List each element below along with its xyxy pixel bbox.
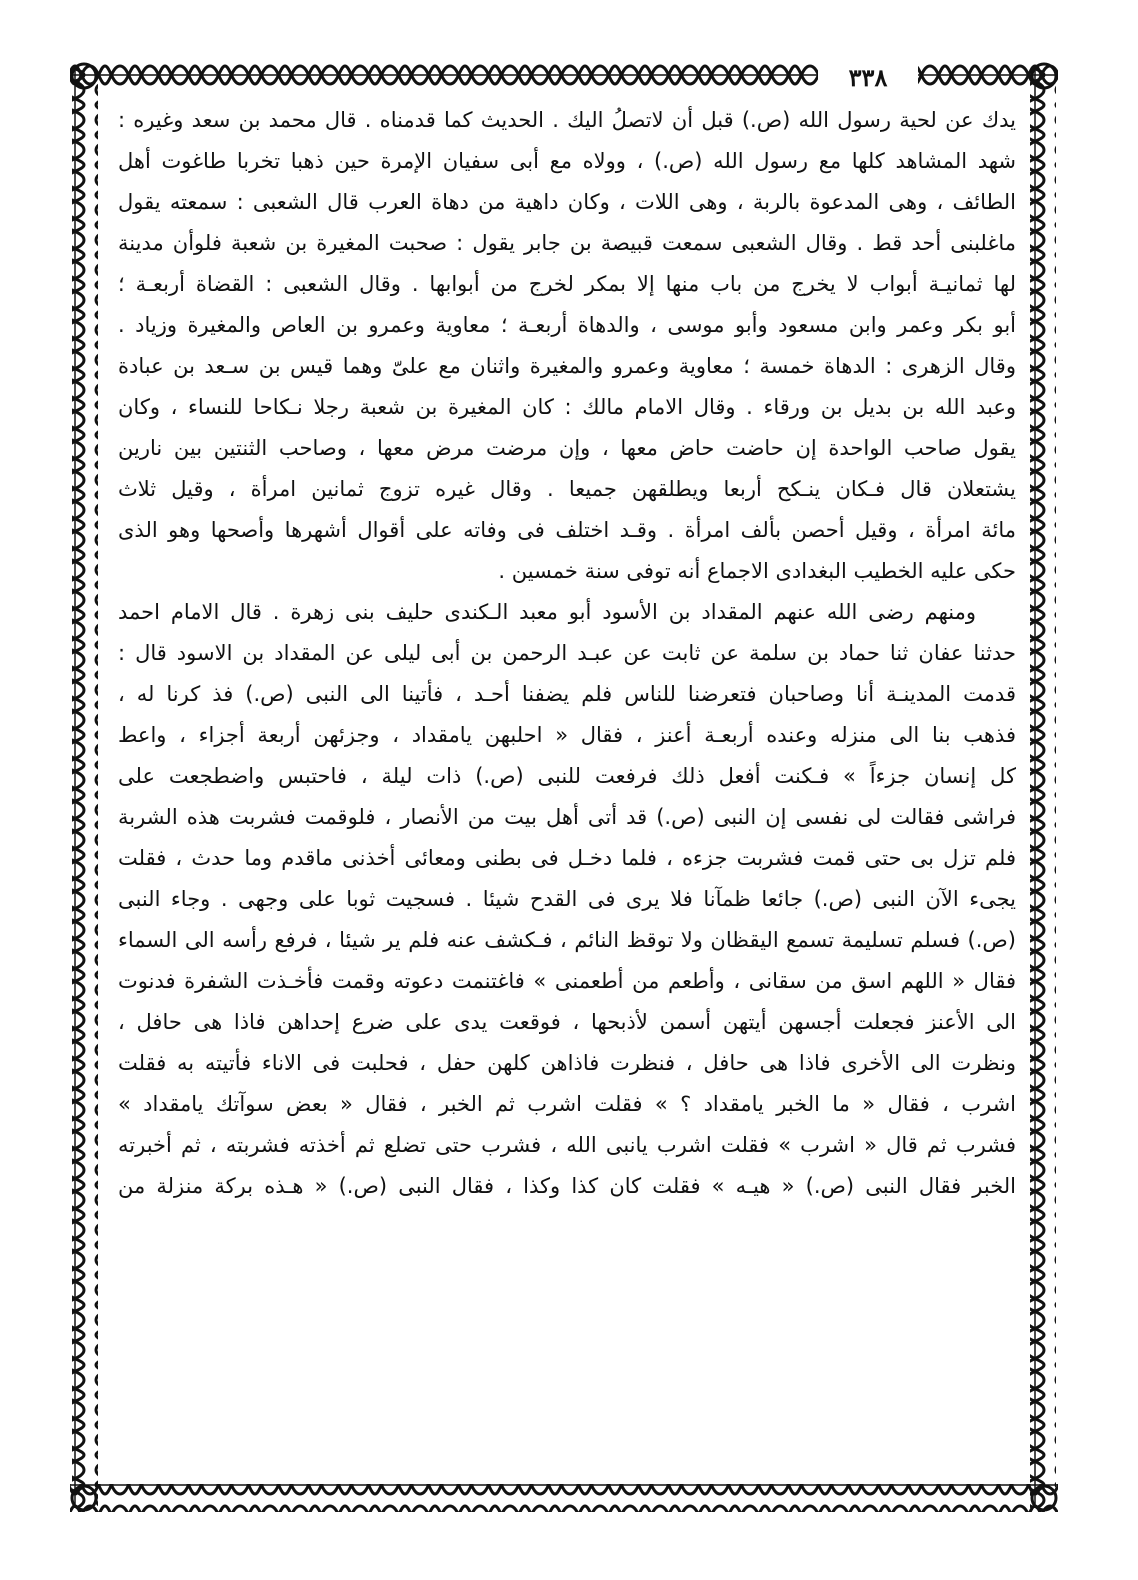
text-line: ومنهم رضى الله عنهم المقداد بن الأسود أبو معبد الـكندى حليف بنى زهرة . قال الامام احمد xyxy=(118,600,976,624)
text-line: وعبد الله بن بديل بن ورقاء . وقال الامام مالك : كان المغيرة بن شعبة رجلا نـكاحا للنساء ، وكان xyxy=(118,395,1016,419)
body-text xyxy=(118,100,1016,1460)
text-line: حكى عليه الخطيب البغدادى الاجماع أنه توفى سنة خمسين . xyxy=(498,559,1016,583)
text-line: قدمت المدينـة أنا وصاحبان فتعرضنا للناس فلم يضفنا أحـد ، فأتينا الى النبى (ص.) فذ كرنا له ، xyxy=(118,682,1016,706)
text-line: كل إنسان جزءاً » فـكنت أفعل ذلك فرفعت للنبى (ص.) ذات ليلة ، فاحتبس واضطجعت على xyxy=(118,764,1016,788)
text-line: فقال « اللهم اسق من سقانى ، وأطعم من أطعمنى » فاغتنمت دعوته وقمت فأخـذت الشفرة فدنوت xyxy=(118,969,1016,993)
text-line: الخبر فقال النبى (ص.) « هيـه » فقلت كان كذا وكذا ، فقال النبى (ص.) « هـذه بركة منزلة من xyxy=(118,1174,1016,1198)
text-line: يدك عن لحية رسول الله (ص.) قبل أن لاتصلُ اليك . الحديث كما قدمناه . قال محمد بن سعد وغيره : xyxy=(118,108,1016,132)
text-line: ماغلبنى أحد قط . وقال الشعبى سمعت قبيصة بن جابر يقول : صحبت المغيرة بن شعبة فلوأن مدينة xyxy=(118,231,1016,255)
text-line: فذهب بنا الى منزله وعنده أربعـة أعنز ، فقال « احلبهن يامقداد ، وجزئهن أربعة أجزاء ، واعط xyxy=(118,723,1016,747)
border-bottom xyxy=(70,1484,1058,1512)
text-line: الى الأعنز فجعلت أجسهن أيتهن أسمن لأذبحها ، فوقعت يدى على ضرع إحداهن فاذا هى حافل ، xyxy=(118,1010,1016,1034)
text-line: حدثنا عفان ثنا حماد بن سلمة عن ثابت عن عبـد الرحمن بن أبى ليلى عن المقداد بن الاسود قال : xyxy=(118,641,1016,665)
text-line: وقال الزهرى : الدهاة خمسة ؛ معاوية وعمرو والمغيرة واثنان مع علىّ وهما قيس بن سـعد بن عبادة xyxy=(118,354,1016,378)
text-line: فراشى فقالت لى نفسى إن النبى (ص.) قد أتى أهل بيت من الأنصار ، فلوقمت فشربت هذه الشربة xyxy=(118,805,1016,829)
text-line: يقول صاحب الواحدة إن حاضت حاض معها ، وإن مرضت مرض معها ، وصاحب الثنتين بين نارين xyxy=(118,436,1016,460)
border-right xyxy=(1030,68,1056,1508)
text-line: فلم تزل بى حتى قمت فشربت جزءه ، فلما دخـل فى بطنى ومعائى أخذنى ماقدم وما حدث ، فقلت xyxy=(118,846,1016,870)
text-line: يجىء الآن النبى (ص.) جائعا ظمآنا فلا يرى فى القدح شيئا . فسجيت ثوبا على وجهى . وجاء النبى xyxy=(118,887,1016,911)
text-line: مائة امرأة ، وقيل أحصن بألف امرأة . وقـد اختلف فى وفاته على أقوال أشهرها وأصحها وهو الذى xyxy=(118,518,1016,542)
text-line: الطائف ، وهى المدعوة بالربة ، وهى اللات ، وكان داهية من دهاة العرب قال الشعبى : سمعته يقول xyxy=(118,190,1016,214)
page-number: ٣٣٨ xyxy=(818,60,918,96)
text-line: اشرب ، فقال « ما الخبر يامقداد ؟ » فقلت اشرب ثم الخبر ، فقال « بعض سوآتك يامقداد » xyxy=(118,1092,1016,1116)
text-line: يشتعلان قال فـكان ينـكح أربعا ويطلقهن جميعا . وقال غيره تزوج ثمانين امرأة ، وقيل ثلاث xyxy=(118,477,1016,501)
text-line: ونظرت الى الأخرى فاذا هى حافل ، فنظرت فاذاهن كلهن حفل ، فحلبت فى الاناء فأتيته به فقلت xyxy=(118,1051,1016,1075)
text-line: فشرب ثم قال « اشرب » فقلت اشرب يانبى الله ، فشرب حتى تضلع ثم أخذته فشربته ، ثم أخبرته xyxy=(118,1133,1016,1157)
border-left xyxy=(72,68,98,1508)
text-line: شهد المشاهد كلها مع رسول الله (ص.) ، وولاه مع أبى سفيان الإمرة حين ذهبا تخربا طاغوت أهل xyxy=(118,149,1016,173)
text-line: أبو بكر وعمر وابن مسعود وأبو موسى ، والدهاة أربعـة ؛ معاوية وعمرو بن العاص والمغيرة وزياد . xyxy=(118,313,1016,337)
text-line: (ص.) فسلم تسليمة تسمع اليقظان ولا توقظ النائم ، فـكشف عنه فلم ير شيئا ، فرفع رأسه الى السماء xyxy=(118,928,1016,952)
text-line: لها ثمانيـة أبواب لا يخرج من باب منها إلا بمكر لخرج من أبوابها . وقال الشعبى : القضاة أربعـة ؛ xyxy=(118,272,1016,296)
